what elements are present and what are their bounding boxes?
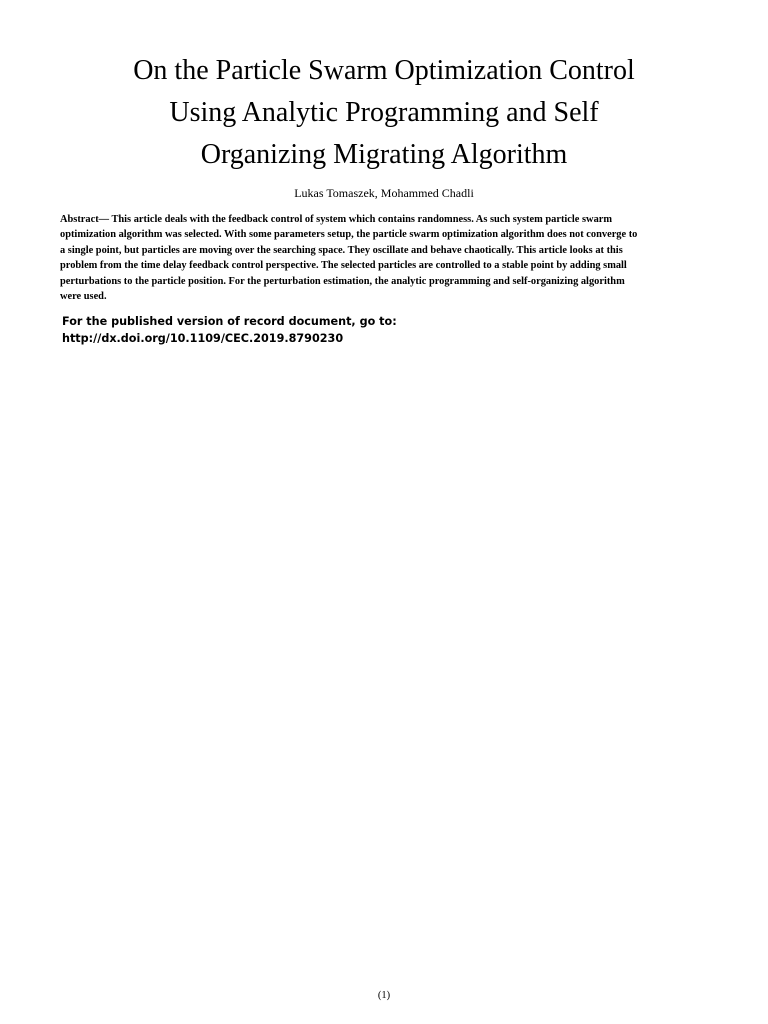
notice-text: For the published version of record document, go to:	[62, 315, 397, 328]
abstract-line: optimization algorithm was selected. With some parameters setup, the particle swarm optimization algorithm does not converge to	[60, 229, 638, 241]
abstract	[60, 212, 712, 304]
abstract-line: a single point, but particles are moving over the searching space. They oscillate and behave chaotically. This article looks at this	[60, 244, 623, 256]
title-line: On the Particle Swarm Optimization Control	[133, 55, 635, 86]
title-line: Organizing Migrating Algorithm	[200, 139, 568, 170]
author-list: Lukas Tomaszek, Mohammed Chadli	[294, 186, 474, 200]
title-line: Using Analytic Programming and Self	[169, 97, 599, 128]
page-number: (1)	[377, 990, 391, 1001]
abstract-line: were used.	[60, 291, 107, 303]
doi-link[interactable]: http://dx.doi.org/10.1109/CEC.2019.8790230	[62, 332, 344, 345]
paper-title	[60, 50, 708, 176]
abstract-line: Abstract— This article deals with the feedback control of system which contains randomness. As such system particle swarm	[60, 214, 613, 225]
abstract-line: problem from the time delay feedback control perspective. The selected particles are controlled to a stable point by adding small	[60, 260, 627, 272]
abstract-line: perturbations to the particle position. For the perturbation estimation, the analytic programming and self-organizing algorithm	[60, 275, 625, 287]
published-version-notice	[62, 313, 397, 347]
